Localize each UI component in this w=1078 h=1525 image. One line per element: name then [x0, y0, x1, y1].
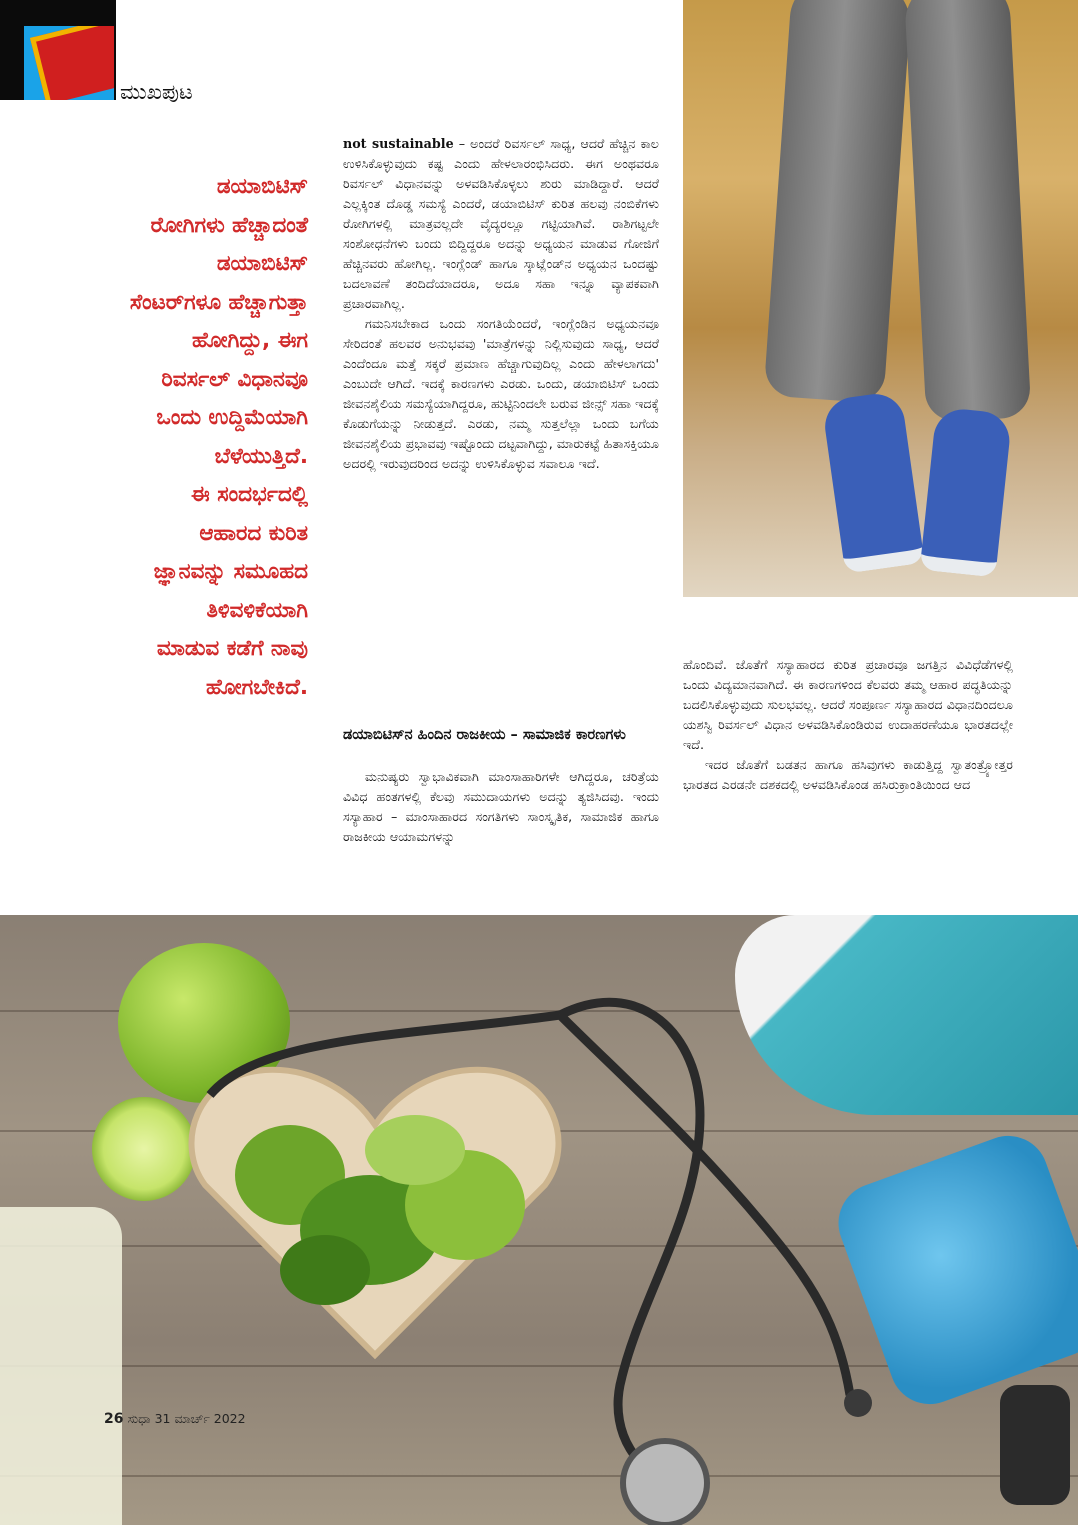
paragraph-text: – ಅಂದರೆ ರಿವರ್ಸಲ್ ಸಾಧ್ಯ, ಆದರೆ ಹೆಚ್ಚಿನ ಕಾಲ ಉಳಿಸಿಕೊಳ್ಳುವುದು ಕಷ್ಟ ಎಂದು ಹೇಳಲಾರಂಭಿಸಿದರು. ಈಗ ಅಂಥವರೂ ರಿವರ್ಸಲ್ ವಿಧಾನವನ್ನು ಅಳವಡಿಸಿಕೊಳ್ಳಲು ಶುರು ಮಾಡಿದ್ದಾರೆ. ಆದರೆ ಎಲ್ಲಕ್ಕಿಂತ ದೊಡ್ಡ ಸಮಸ್ಯೆ ಎಂದರೆ, ಡಯಾಬಿಟಿಸ್ ಕುರಿತ ಹಲವು ನಂಬಿಕೆಗಳು ರೋಗಿಗಳಲ್ಲಿ ಮಾತ್ರವಲ್ಲದೇ ವೈದ್ಯರಲ್ಲೂ ಗಟ್ಟಿಯಾಗಿವೆ. ರಾಶಿಗಟ್ಟಲೇ ಸಂಶೋಧನೆಗಳು ಬಂದು ಬಿದ್ದಿದ್ದರೂ ಅದನ್ನು ಅಧ್ಯಯನ ಮಾಡುವ ಗೋಜಿಗೆ ಹೆಚ್ಚಿನವರು ಹೋಗಿಲ್ಲ. ಇಂಗ್ಲೆಂಡ್ ಹಾಗೂ ಸ್ಕಾಟ್ಲೆಂಡ್‌ನ ಅಧ್ಯಯನ ಒಂದಷ್ಟು ಬದಲಾವಣೆ ತಂದಿದೆಯಾದರೂ, ಅದೂ ಸಹಾ ಇನ್ನೂ ವ್ಯಾಪಕವಾಗಿ ಪ್ರಚಾರವಾಗಿಲ್ಲ.	[343, 136, 659, 311]
page-number: 26	[104, 1411, 124, 1427]
article-column-right	[683, 655, 1013, 795]
pull-quote-line: ಡಯಾಬಿಟಿಸ್	[216, 251, 308, 276]
runner-photo	[683, 0, 1078, 597]
stethoscope	[0, 915, 1078, 1525]
article-paragraph: ಗಮನಿಸಬೇಕಾದ ಒಂದು ಸಂಗತಿಯೆಂದರೆ, ಇಂಗ್ಲೆಂಡಿನ ಅಧ್ಯಯನವೂ ಸೇರಿದಂತೆ ಹಲವರ ಅನುಭವವು 'ಮಾತ್ರೆಗಳನ್ನು ನಿಲ್ಲಿಸುವುದು ಸಾಧ್ಯ, ಆದರೆ ಎಂದೆಂದೂ ಮತ್ತೆ ಸಕ್ಕರೆ ಪ್ರಮಾಣ ಹೆಚ್ಚಾಗುವುದಿಲ್ಲ ಎಂದು ಹೇಳಲಾಗದು' ಎಂಬುದೇ ಆಗಿದೆ. ಇದಕ್ಕೆ ಕಾರಣಗಳು ಎರಡು. ಒಂದು, ಡಯಾಬಿಟಿಸ್ ಒಂದು ಜೀವನಶೈಲಿಯ ಸಮಸ್ಯೆಯಾಗಿದ್ದರೂ, ಹುಟ್ಟಿನಿಂದಲೇ ಬರುವ ಜೀನ್ಸ್ ಸಹಾ ಇದಕ್ಕೆ ಕೊಡುಗೆಯನ್ನು ನೀಡುತ್ತದೆ. ಎರಡು, ನಮ್ಮ ಸುತ್ತಲೆಲ್ಲಾ ಒಂದು ಬಗೆಯ ಜೀವನಶೈಲಿಯ ಪ್ರಭಾವವು ಇಷ್ಟೊಂದು ದಟ್ಟವಾಗಿದ್ದು, ಮಾರುಕಟ್ಟೆ ಹಿತಾಸಕ್ತಿಯೂ ಅದರಲ್ಲಿ ಇರುವುದರಿಂದ ಅದನ್ನು ಉಳಿಸಿಕೊಳ್ಳುವ ಸವಾಲೂ ಇದೆ.	[343, 316, 659, 471]
right-shoe	[920, 406, 1013, 577]
left-leg	[763, 0, 912, 404]
article-paragraph: ಮನುಷ್ಯರು ಸ್ವಾಭಾವಿಕವಾಗಿ ಮಾಂಸಾಹಾರಿಗಳೇ ಆಗಿದ್ದರೂ, ಚರಿತ್ರೆಯ ವಿವಿಧ ಹಂತಗಳಲ್ಲಿ ಕೆಲವು ಸಮುದಾಯಗಳು ಅದನ್ನು ತ್ಯಜಿಸಿದವು. ಇಂದು ಸಸ್ಯಾಹಾರ – ಮಾಂಸಾಹಾರದ ಸಂಗತಿಗಳು ಸಾಂಸ್ಕೃತಿಕ, ಸಾಮಾಜಿಕ ಹಾಗೂ ರಾಜಕೀಯ ಆಯಾಮಗಳನ್ನು	[343, 769, 659, 844]
pull-quote-line: ಈ ಸಂದರ್ಭದಲ್ಲಿ	[191, 482, 308, 507]
section-label: ಮುಖಪುಟ	[120, 80, 193, 104]
article-paragraph: ಹೊಂದಿವೆ. ಜೊತೆಗೆ ಸಸ್ಯಾಹಾರದ ಕುರಿತ ಪ್ರಚಾರವೂ ಜಗತ್ತಿನ ವಿವಿಧೆಡೆಗಳಲ್ಲಿ ಒಂದು ವಿದ್ಯಮಾನವಾಗಿದೆ. ಈ ಕಾರಣಗಳಿಂದ ಕೆಲವರು ತಮ್ಮ ಆಹಾರ ಪದ್ಧತಿಯನ್ನು ಬದಲಿಸಿಕೊಳ್ಳುವುದು ಸುಲಭವಲ್ಲ. ಆದರೆ ಸಂಪೂರ್ಣ ಸಸ್ಯಾಹಾರದ ವಿಧಾನದಿಂದಲೂ ಯಶಸ್ವಿ ರಿವರ್ಸಲ್ ವಿಧಾನ ಅಳವಡಿಸಿಕೊಂಡಿರುವ ಉದಾಹರಣೆಯೂ ಭಾರತದಲ್ಲೇ ಇದೆ.	[683, 657, 1013, 752]
pull-quote-line: ಹೋಗಬೇಕಿದೆ.	[205, 674, 308, 700]
pull-quote-line: ಜ್ಞಾನವನ್ನು ಸಮೂಹದ	[153, 559, 308, 584]
pull-quote-line: ರೋಗಿಗಳು ಹೆಚ್ಚಾದಂತೆ	[150, 212, 308, 238]
section-logo	[0, 0, 116, 100]
issue-date: 31 ಮಾರ್ಚ್ 2022	[154, 1411, 246, 1426]
article-paragraph: ಇದರ ಜೊತೆಗೆ ಬಡತನ ಹಾಗೂ ಹಸಿವುಗಳು ಕಾಡುತ್ತಿದ್ದ ಸ್ವಾತಂತ್ರ್ಯೋತ್ತರ ಭಾರತದ ಎರಡನೇ ದಶಕದಲ್ಲಿ ಅಳವಡಿಸಿಕೊಂಡ ಹಸಿರುಕ್ರಾಂತಿಯಿಂದ ಆದ	[683, 757, 1013, 792]
logo-mark	[24, 26, 114, 100]
logo-shape	[30, 26, 114, 100]
magazine-name: ಸುಧಾ	[127, 1411, 151, 1426]
article-column-middle	[343, 134, 659, 474]
pull-quote	[112, 168, 308, 707]
pull-quote-line: ರಿವರ್ಸಲ್ ವಿಧಾನವೂ	[161, 366, 308, 392]
right-leg	[904, 0, 1032, 422]
pull-quote-line: ಡಯಾಬಿಟಿಸ್	[216, 174, 308, 199]
pull-quote-line: ಹೋಗಿದ್ದು, ಈಗ	[191, 328, 308, 353]
article-paragraph	[343, 134, 659, 314]
pull-quote-line: ಸೆಂಟರ್‌ಗಳೂ ಹೆಚ್ಚಾಗುತ್ತಾ	[129, 289, 308, 315]
pull-quote-line: ಮಾಡುವ ಕಡೆಗೆ ನಾವು	[156, 636, 308, 661]
left-shoe	[821, 390, 924, 573]
healthy-lifestyle-photo	[0, 915, 1078, 1525]
article-subhead: ಡಯಾಬಿಟಿಸ್‌ನ ಹಿಂದಿನ ರಾಜಕೀಯ – ಸಾಮಾಜಿಕ ಕಾರಣಗಳು	[343, 727, 626, 743]
pull-quote-line: ಬೆಳೆಯುತ್ತಿದೆ.	[214, 443, 308, 469]
article-column-middle-lower	[343, 767, 659, 847]
pull-quote-line: ತಿಳಿವಳಿಕೆಯಾಗಿ	[206, 597, 308, 623]
pull-quote-line: ಆಹಾರದ ಕುರಿತ	[199, 520, 308, 546]
lead-bold-text: not sustainable	[343, 136, 454, 151]
page-folio	[104, 1411, 246, 1427]
pull-quote-line: ಒಂದು ಉದ್ದಿಮೆಯಾಗಿ	[156, 405, 308, 430]
